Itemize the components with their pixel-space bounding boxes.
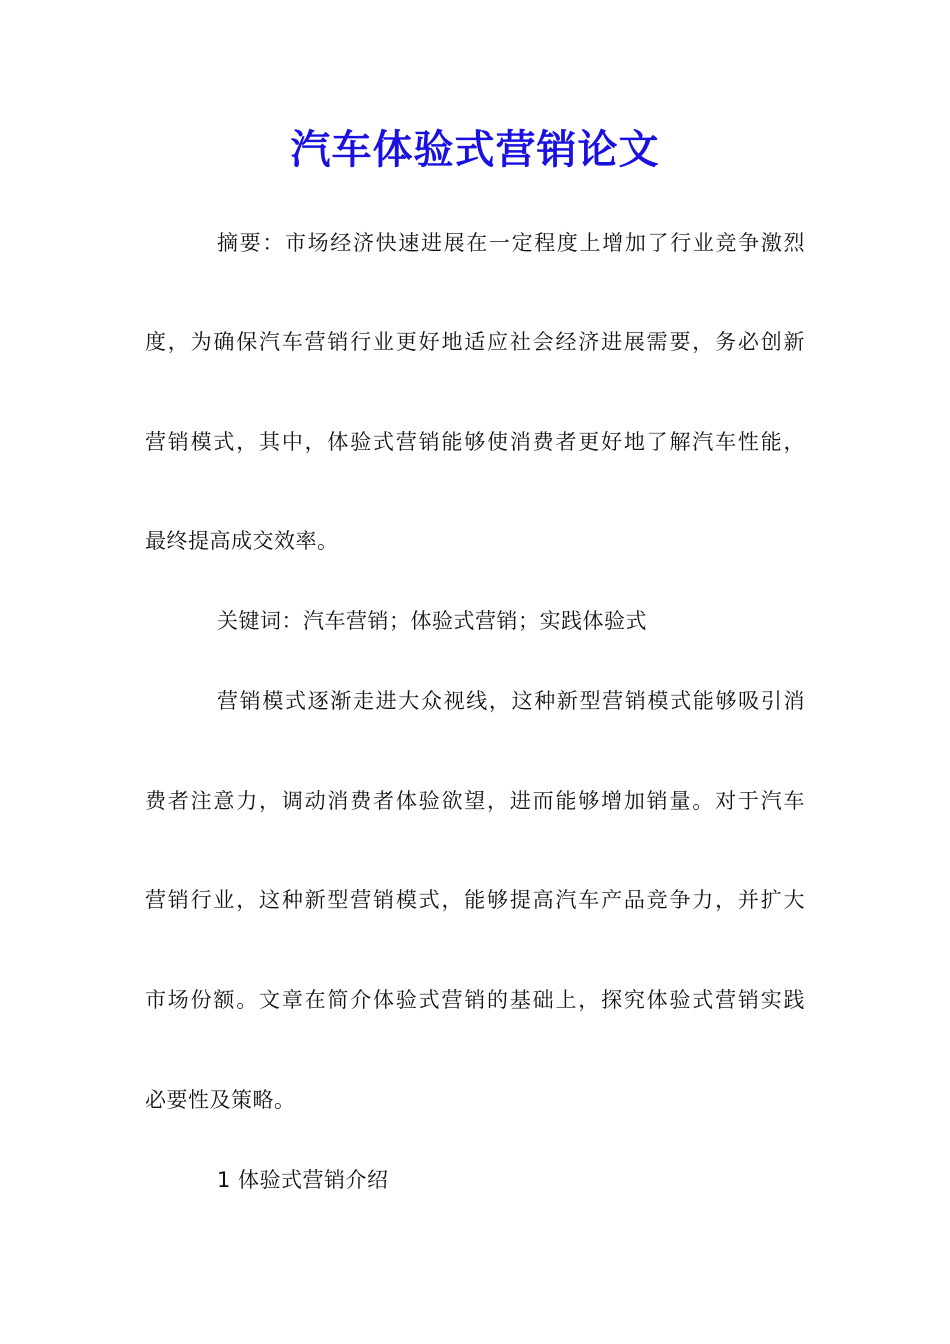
intro-line: 营销行业，这种新型营销模式，能够提高汽车产品竞争力，并扩大: [145, 888, 805, 912]
intro-line: 营销模式逐渐走进大众视线，这种新型营销模式能够吸引消: [217, 689, 805, 713]
keywords-line: 关键词：汽车营销；体验式营销；实践体验式: [217, 609, 647, 633]
section-heading: 1 体验式营销介绍: [217, 1168, 389, 1192]
abstract-line: 最终提高成交效率。: [145, 529, 339, 553]
abstract-line: 摘要：市场经济快速进展在一定程度上增加了行业竞争激烈: [217, 231, 805, 255]
document-title: 汽车体验式营销论文: [290, 126, 660, 173]
abstract-line: 营销模式，其中，体验式营销能够使消费者更好地了解汽车性能，: [145, 430, 805, 454]
abstract-line: 度，为确保汽车营销行业更好地适应社会经济进展需要，务必创新: [145, 330, 805, 354]
intro-line: 市场份额。文章在简介体验式营销的基础上，探究体验式营销实践: [145, 988, 805, 1012]
intro-line: 费者注意力，调动消费者体验欲望，进而能够增加销量。对于汽车: [145, 789, 805, 813]
intro-line: 必要性及策略。: [145, 1088, 296, 1112]
